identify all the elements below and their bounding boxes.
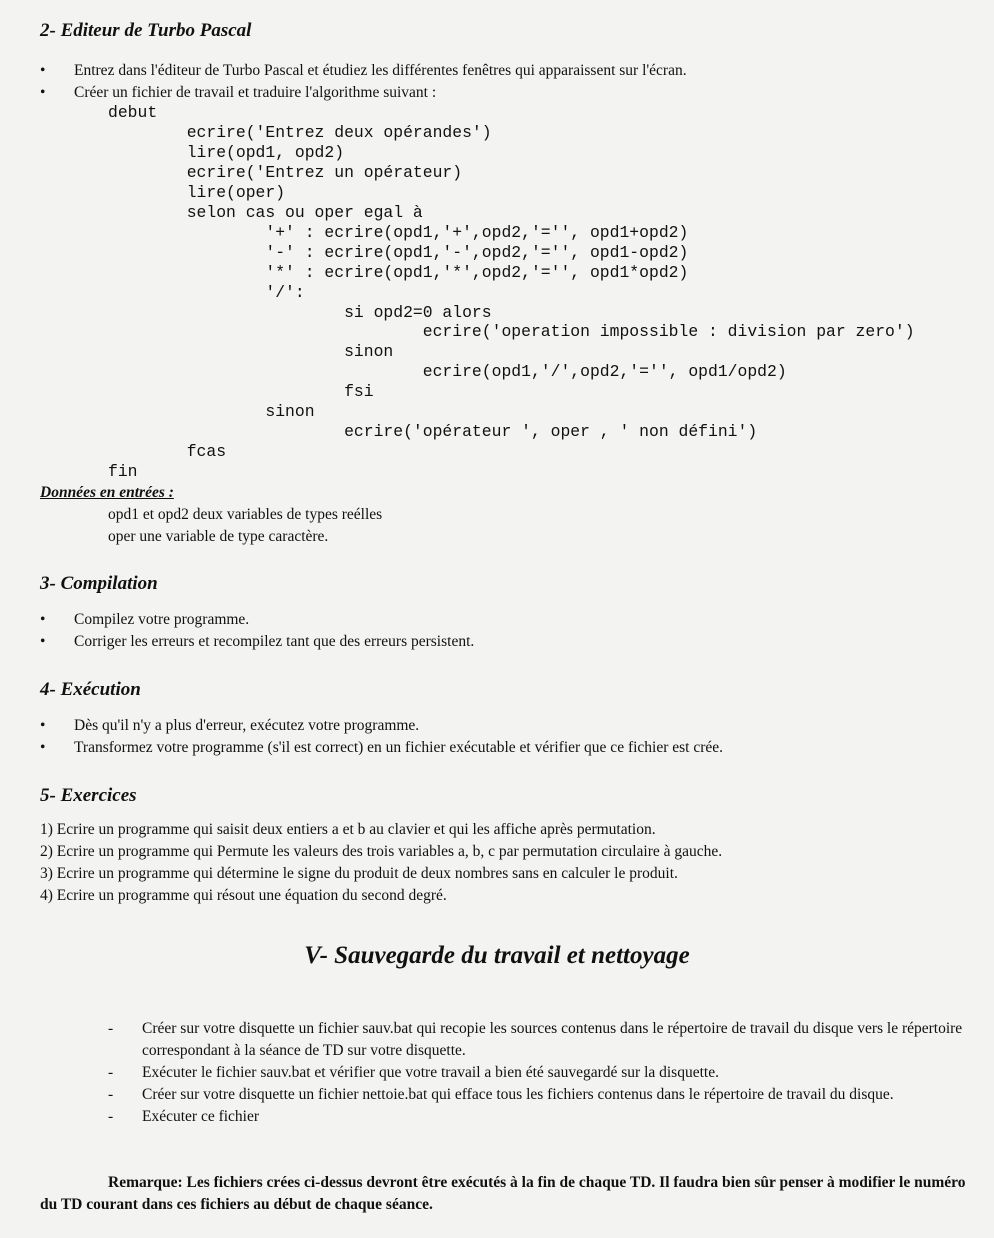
dash-item: - Exécuter ce fichier — [108, 1106, 974, 1128]
section-2-bullets — [40, 60, 970, 104]
dash-item: - Créer sur votre disquette un fichier nettoie.bat qui efface tous les fichiers contenus dans le répertoire de travail du disque. — [108, 1084, 974, 1106]
exercise-item: 1) Ecrire un programme qui saisit deux entiers a et b au clavier et qui les affiche après permutation. — [40, 821, 656, 838]
remark-paragraph: Remarque: Les fichiers crées ci-dessus devront être exécutés à la fin de chaque TD. Il faudra bien sûr penser à modifier le numéro du TD courant dans ces fichiers au début de chaque séance. — [40, 1174, 966, 1213]
inputs-line-2: oper une variable de type caractère. — [108, 528, 329, 545]
bullet-item: • Compilez votre programme. — [40, 609, 970, 631]
section-v-title: V- Sauvegarde du travail et nettoyage — [304, 942, 690, 969]
dash-item: - Exécuter le fichier sauv.bat et vérifier que votre travail a bien été sauvegardé sur la disquette. — [108, 1062, 974, 1084]
bullet-item: • Corriger les erreurs et recompilez tant que des erreurs persistent. — [40, 631, 970, 653]
section-v-list — [108, 1018, 974, 1128]
exercise-item: 2) Ecrire un programme qui Permute les valeurs des trois variables a, b, c par permutation circulaire à gauche. — [40, 843, 723, 860]
algorithm-code: debut ecrire('Entrez deux opérandes') lire(opd1, opd2) ecrire('Entrez un opérateur) lire(oper) selon cas ou oper egal à '+' : ecrire(opd1,'+',opd2,'='', opd1+opd2) '-' : ecrire(opd1,'-',opd2,'='', opd1-opd2) '*' : ecrire(opd1,'*',opd2,'='', opd1*opd2) '/': si opd2=0 alors ecrire('operation impossible : division par zero') sinon ecrire(opd1,'/',opd2,'='', opd1/opd2) fsi sinon ecrire('opérateur ', oper , ' non défini') fcas fin — [108, 103, 915, 482]
exercise-item: 3) Ecrire un programme qui détermine le signe du produit de deux nombres sans en calculer le produit. — [40, 865, 678, 882]
bullet-item: • Dès qu'il n'y a plus d'erreur, exécutez votre programme. — [40, 715, 970, 737]
section-2-title: 2- Editeur de Turbo Pascal — [40, 20, 252, 41]
bullet-item: • Créer un fichier de travail et traduire l'algorithme suivant : — [40, 82, 970, 104]
section-4-bullets — [40, 715, 970, 759]
section-3-title: 3- Compilation — [40, 573, 158, 594]
section-5-title: 5- Exercices — [40, 785, 137, 806]
inputs-label: Données en entrées : — [40, 484, 174, 501]
inputs-line-1: opd1 et opd2 deux variables de types reélles — [108, 506, 383, 523]
bullet-item: • Entrez dans l'éditeur de Turbo Pascal et étudiez les différentes fenêtres qui apparaissent sur l'écran. — [40, 60, 970, 82]
exercise-item: 4) Ecrire un programme qui résout une équation du second degré. — [40, 887, 447, 904]
dash-item: - Créer sur votre disquette un fichier sauv.bat qui recopie les sources contenus dans le répertoire de travail du disque vers le répertoire correspondant à la séance de TD sur votre disquette. — [108, 1018, 974, 1062]
section-4-title: 4- Exécution — [40, 679, 141, 700]
section-3-bullets — [40, 609, 970, 653]
exercise-list — [40, 819, 970, 907]
bullet-item: • Transformez votre programme (s'il est correct) en un fichier exécutable et vérifier que ce fichier est crée. — [40, 737, 970, 759]
